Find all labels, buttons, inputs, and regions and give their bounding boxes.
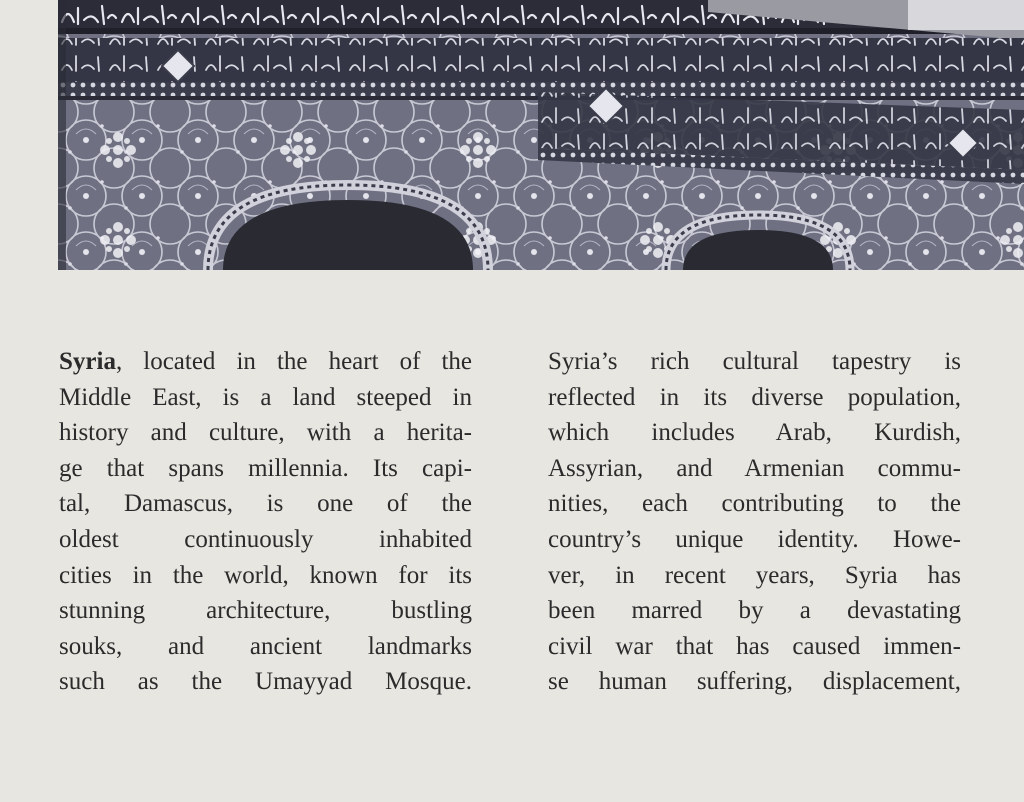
article-line: cities in the world, known for its xyxy=(59,561,472,589)
article-line: se human suffering, displacement, xyxy=(548,668,961,696)
article-line: Syria, located in the heart of the xyxy=(59,348,472,375)
article-line: tal, Damascus, is one of the xyxy=(59,490,472,518)
article-line: Syria’s rich cultural tapestry is xyxy=(548,348,961,375)
lead-term: Syria xyxy=(59,348,116,375)
article-line: nities, each contributing to the xyxy=(548,490,961,518)
article-line: ge that spans millennia. Its capi- xyxy=(59,454,472,482)
article-line: stunning architecture, bustling xyxy=(59,597,472,625)
article-line: oldest continuously inhabited xyxy=(59,525,472,553)
article-line: which includes Arab, Kurdish, xyxy=(548,419,961,447)
article-line: such as the Umayyad Mosque. xyxy=(59,668,472,696)
article-line: Middle East, is a land steeped in xyxy=(59,383,472,411)
article-line: civil war that has caused immen- xyxy=(548,632,961,660)
article-line: history and culture, with a herita- xyxy=(59,419,472,447)
mosque-facade-illustration xyxy=(58,0,1024,270)
article-line: been marred by a devastating xyxy=(548,597,961,625)
article-column-right xyxy=(548,344,961,700)
article-line: ver, in recent years, Syria has xyxy=(548,561,961,589)
article-line: souks, and ancient landmarks xyxy=(59,632,472,660)
article-column-left xyxy=(59,344,472,700)
article-line: reflected in its diverse population, xyxy=(548,383,961,411)
article-line: Assyrian, and Armenian commu- xyxy=(548,454,961,482)
article-line: country’s unique identity. Howe- xyxy=(548,525,961,553)
mosque-facade-photo xyxy=(58,0,1024,270)
